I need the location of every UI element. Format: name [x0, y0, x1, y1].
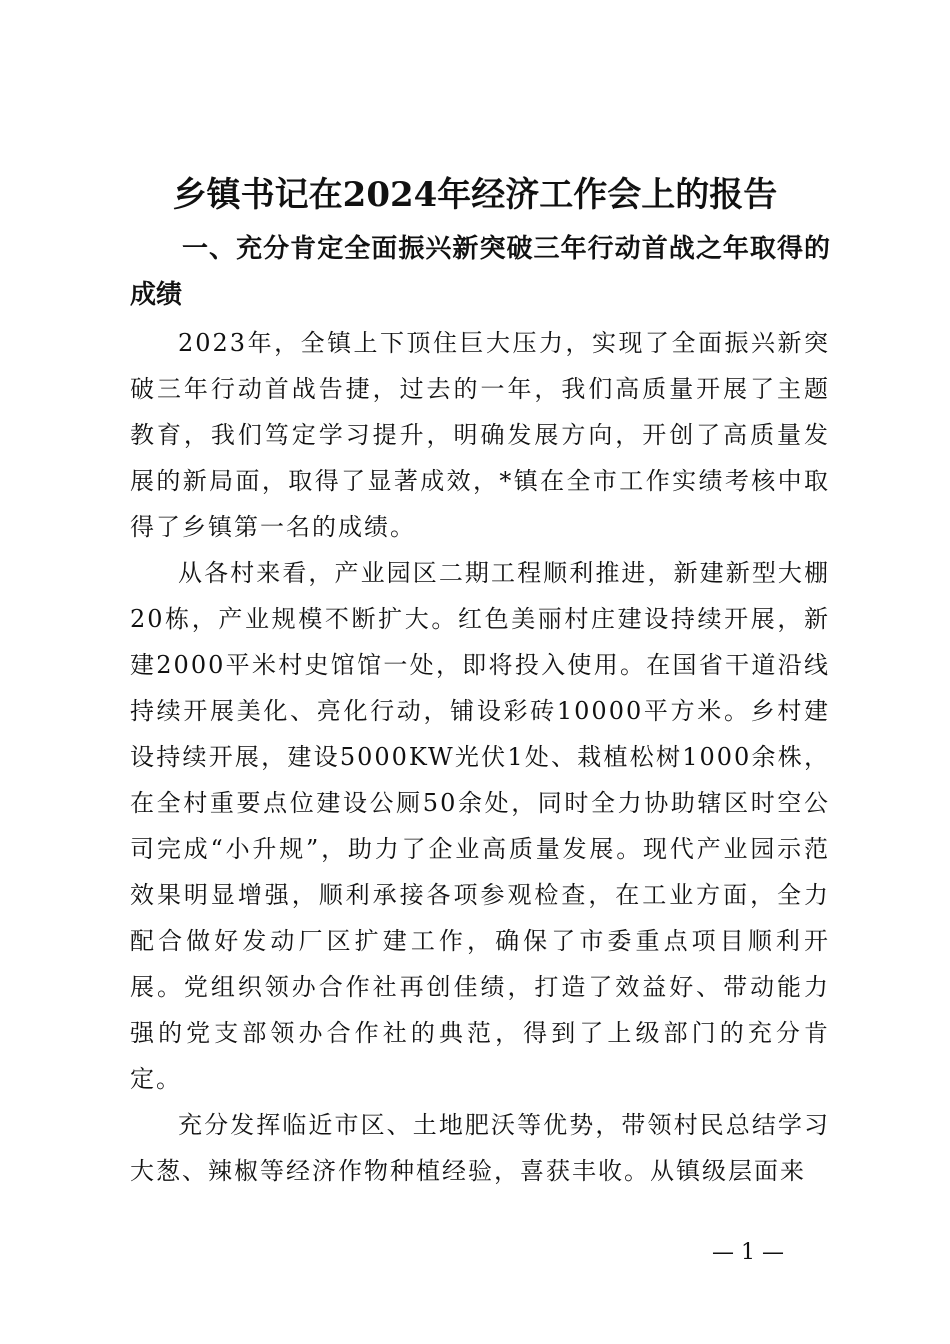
- paragraph: 从各村来看，产业园区二期工程顺利推进，新建新型大棚20栋，产业规模不断扩大。红色美丽村庄建设持续开展，新建2000平米村史馆馆一处，即将投入使用。在国省干道沿线持续开展美化、亮化行动，铺设彩砖10000平方米。乡村建设持续开展，建设5000KW光伏1处、栽植松树1000余株，在全村重要点位建设公厕50余处，同时全力协助辖区时空公司完成“小升规”，助力了企业高质量发展。现代产业园示范效果明显增强，顺利承接各项参观检查，在工业方面，全力配合做好发动厂区扩建工作，确保了市委重点项目顺利开展。党组织领办合作社再创佳绩，打造了效益好、带动能力强的党支部领办合作社的典范，得到了上级部门的充分肯定。: [130, 559, 830, 1093]
- paragraph: 2023年，全镇上下顶住巨大压力，实现了全面振兴新突破三年行动首战告捷，过去的一年，我们高质量开展了主题教育，我们笃定学习提升，明确发展方向，开创了高质量发展的新局面，取得了显著成效，*镇在全市工作实绩考核中取得了乡镇第一名的成绩。: [130, 329, 830, 541]
- paragraph: 充分发挥临近市区、土地肥沃等优势，带领村民总结学习大葱、辣椒等经济作物种植经验，喜获丰收。从镇级层面来: [130, 1111, 830, 1185]
- page-number: — 1 —: [712, 1240, 784, 1265]
- document-title: 乡镇书记在2024年经济工作会上的报告: [172, 175, 778, 215]
- document-body: [130, 320, 830, 1194]
- section-heading: 一、充分肯定全面振兴新突破三年行动首战之年取得的成绩: [130, 234, 830, 310]
